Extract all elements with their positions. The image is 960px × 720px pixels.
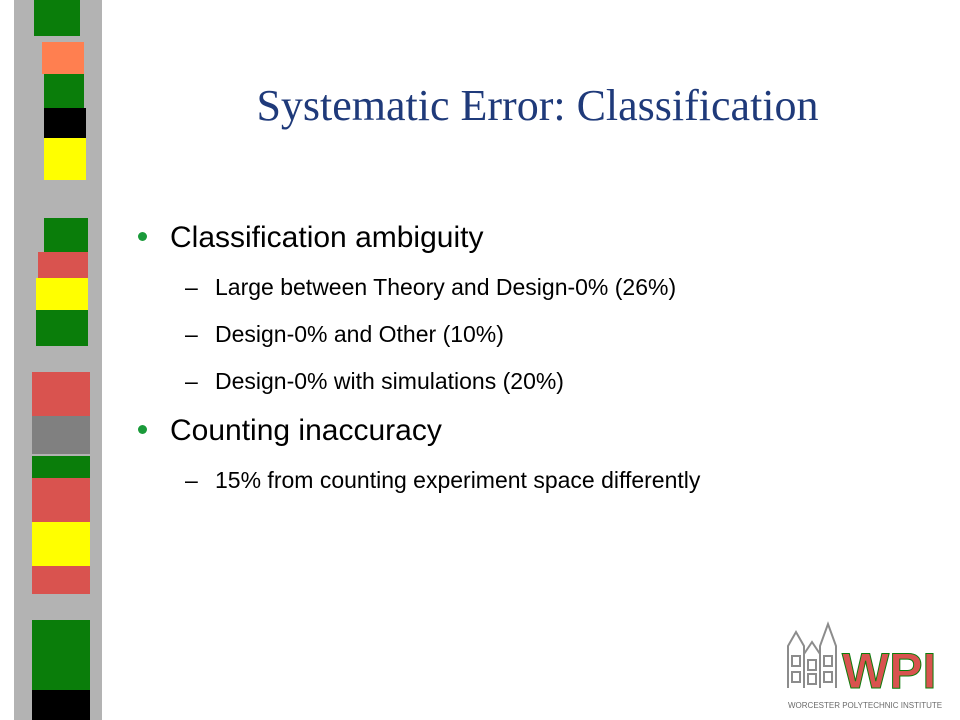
stripe-block bbox=[44, 74, 84, 108]
bullet-dot-icon bbox=[138, 425, 147, 434]
bullet-dot-icon bbox=[138, 232, 147, 241]
sub-bullet-text: 15% from counting experiment space differently bbox=[215, 467, 701, 493]
sub-bullet-item bbox=[130, 311, 950, 358]
stripe-block bbox=[44, 108, 86, 138]
logo-text: WPI bbox=[842, 643, 937, 699]
stripe-block bbox=[44, 218, 88, 254]
bullet-item bbox=[130, 405, 950, 457]
stripe-block bbox=[32, 690, 90, 720]
sub-bullet-text: Design-0% with simulations (20%) bbox=[215, 368, 564, 394]
slide-title: Systematic Error: Classification bbox=[256, 81, 819, 130]
bullet-text: Classification ambiguity bbox=[170, 221, 484, 254]
stripe-block bbox=[36, 278, 88, 310]
wpi-logo bbox=[782, 616, 947, 714]
dash-marker: – bbox=[185, 467, 198, 493]
sub-bullet-text: Design-0% and Other (10%) bbox=[215, 321, 504, 347]
stripe-block bbox=[32, 566, 90, 594]
stripe-block bbox=[32, 620, 90, 690]
bullet-list bbox=[130, 212, 950, 504]
stripe-block bbox=[36, 310, 88, 346]
stripe-block bbox=[32, 522, 90, 566]
stripe-block bbox=[34, 0, 80, 36]
stripe-block bbox=[32, 456, 90, 478]
logo-subtext: WORCESTER POLYTECHNIC INSTITUTE bbox=[788, 701, 943, 710]
stripe-block bbox=[32, 416, 90, 454]
stripe-block bbox=[42, 42, 84, 74]
sub-bullet-item bbox=[130, 264, 950, 311]
bullet-text: Counting inaccuracy bbox=[170, 414, 442, 447]
dash-marker: – bbox=[185, 274, 198, 300]
stripe-block bbox=[32, 478, 90, 522]
sub-bullet-text: Large between Theory and Design-0% (26%) bbox=[215, 274, 677, 300]
dash-marker: – bbox=[185, 368, 198, 394]
stripe-block bbox=[32, 372, 90, 416]
building-icon bbox=[788, 624, 836, 688]
stripe-block bbox=[38, 252, 88, 280]
bullet-item bbox=[130, 212, 950, 264]
stripe-block bbox=[44, 138, 86, 180]
decorative-stripe bbox=[14, 0, 102, 720]
sub-bullet-item bbox=[130, 358, 950, 405]
dash-marker: – bbox=[185, 321, 198, 347]
sub-bullet-item bbox=[130, 457, 950, 504]
